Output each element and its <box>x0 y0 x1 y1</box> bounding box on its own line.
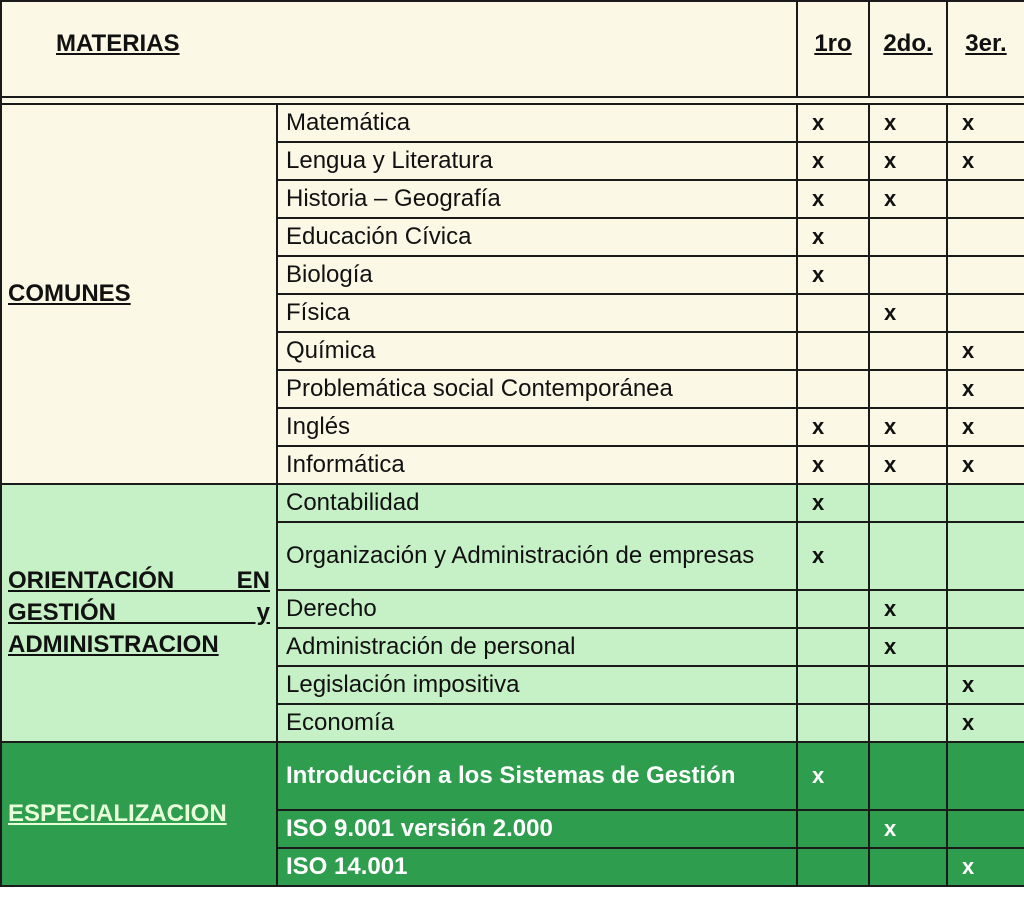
mark-cell <box>869 742 947 810</box>
subject-cell: Derecho <box>277 590 797 628</box>
header-row <box>1 1 1024 97</box>
subject-cell: Introducción a los Sistemas de Gestión <box>277 742 797 810</box>
mark-cell: x <box>869 180 947 218</box>
mark-cell <box>869 332 947 370</box>
subject-cell: ISO 14.001 <box>277 848 797 886</box>
group-comunes: COMUNES <box>1 104 277 484</box>
mark-cell: x <box>947 370 1024 408</box>
subject-cell: Inglés <box>277 408 797 446</box>
mark-cell <box>947 628 1024 666</box>
year-3-header: 3er. <box>947 1 1024 97</box>
mark-cell <box>869 522 947 590</box>
mark-cell <box>947 484 1024 522</box>
mark-cell <box>797 704 869 742</box>
subject-cell: Organización y Administración de empresas <box>277 522 797 590</box>
mark-cell: x <box>797 484 869 522</box>
mark-cell <box>947 590 1024 628</box>
mark-cell: x <box>869 810 947 848</box>
subject-cell: Educación Cívica <box>277 218 797 256</box>
subject-cell: Historia – Geografía <box>277 180 797 218</box>
subject-cell: ISO 9.001 versión 2.000 <box>277 810 797 848</box>
mark-cell <box>869 704 947 742</box>
table-row <box>1 104 1024 142</box>
group-orientacion: ORIENTACIÓN EN GESTIÓN y ADMINISTRACION <box>1 484 277 742</box>
year-2-header: 2do. <box>869 1 947 97</box>
mark-cell <box>797 628 869 666</box>
table-row <box>1 742 1024 810</box>
mark-cell: x <box>869 408 947 446</box>
mark-cell <box>797 848 869 886</box>
subject-cell: Legislación impositiva <box>277 666 797 704</box>
mark-cell <box>869 484 947 522</box>
mark-cell <box>947 218 1024 256</box>
mark-cell <box>869 256 947 294</box>
mark-cell: x <box>869 142 947 180</box>
mark-cell: x <box>797 742 869 810</box>
mark-cell <box>869 218 947 256</box>
mark-cell: x <box>797 142 869 180</box>
mark-cell: x <box>947 104 1024 142</box>
mark-cell <box>869 666 947 704</box>
subject-cell: Matemática <box>277 104 797 142</box>
mark-cell: x <box>797 180 869 218</box>
subject-cell: Física <box>277 294 797 332</box>
subject-cell: Lengua y Literatura <box>277 142 797 180</box>
mark-cell <box>947 256 1024 294</box>
subject-cell: Química <box>277 332 797 370</box>
year-1-header: 1ro <box>797 1 869 97</box>
group-especializacion: ESPECIALIZACION <box>1 742 277 886</box>
mark-cell <box>797 332 869 370</box>
mark-cell <box>947 522 1024 590</box>
mark-cell <box>869 370 947 408</box>
mark-cell: x <box>869 104 947 142</box>
mark-cell <box>947 742 1024 810</box>
mark-cell: x <box>797 522 869 590</box>
mark-cell: x <box>869 446 947 484</box>
mark-cell: x <box>869 628 947 666</box>
mark-cell: x <box>947 848 1024 886</box>
mark-cell: x <box>947 142 1024 180</box>
header-separator <box>1 97 1024 104</box>
table-row <box>1 484 1024 522</box>
mark-cell <box>869 848 947 886</box>
mark-cell <box>947 180 1024 218</box>
subject-cell: Biología <box>277 256 797 294</box>
subject-cell: Problemática social Contemporánea <box>277 370 797 408</box>
mark-cell: x <box>797 218 869 256</box>
mark-cell: x <box>797 104 869 142</box>
mark-cell <box>947 294 1024 332</box>
mark-cell: x <box>947 408 1024 446</box>
materias-header: MATERIAS <box>1 1 797 97</box>
mark-cell: x <box>947 666 1024 704</box>
mark-cell <box>797 294 869 332</box>
mark-cell <box>797 370 869 408</box>
mark-cell <box>797 666 869 704</box>
mark-cell: x <box>947 446 1024 484</box>
mark-cell: x <box>869 590 947 628</box>
mark-cell: x <box>869 294 947 332</box>
mark-cell <box>797 810 869 848</box>
mark-cell: x <box>797 446 869 484</box>
mark-cell: x <box>947 332 1024 370</box>
mark-cell: x <box>797 408 869 446</box>
mark-cell: x <box>947 704 1024 742</box>
subject-cell: Economía <box>277 704 797 742</box>
subject-cell: Contabilidad <box>277 484 797 522</box>
mark-cell: x <box>797 256 869 294</box>
mark-cell <box>797 590 869 628</box>
subject-cell: Administración de personal <box>277 628 797 666</box>
mark-cell <box>947 810 1024 848</box>
subject-cell: Informática <box>277 446 797 484</box>
